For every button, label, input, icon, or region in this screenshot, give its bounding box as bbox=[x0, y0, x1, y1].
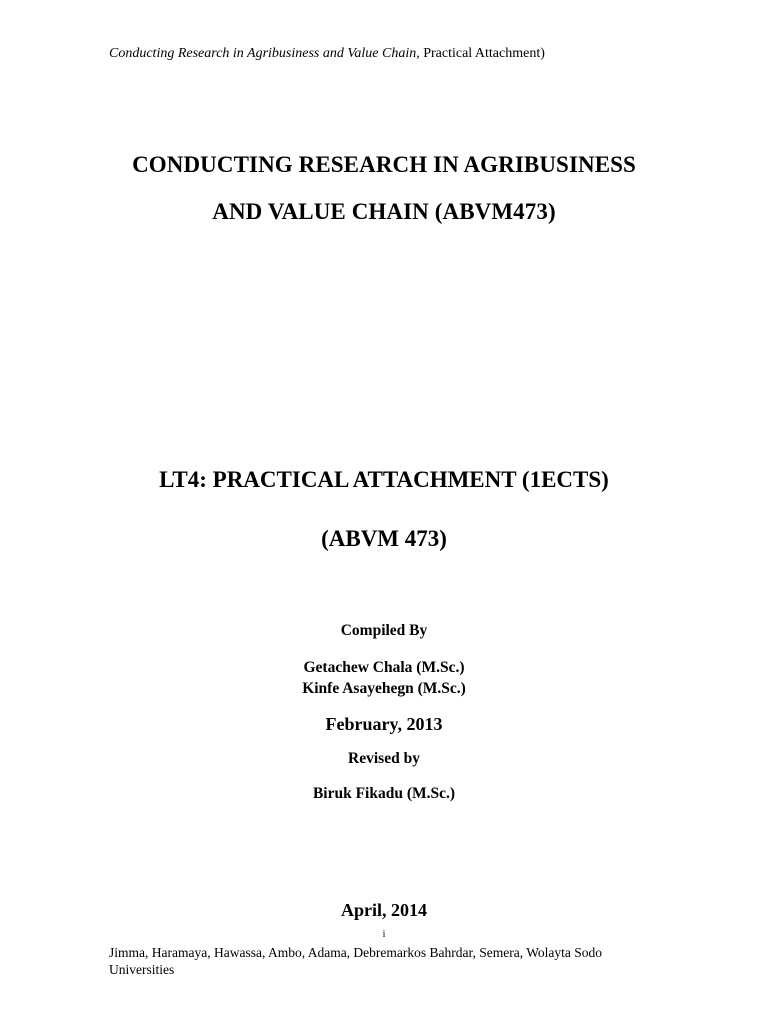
revised-by-label: Revised by bbox=[348, 750, 420, 767]
document-title-line2: AND VALUE CHAIN (ABVM473) bbox=[212, 199, 556, 224]
author-2: Kinfe Asayehegn (M.Sc.) bbox=[302, 680, 466, 697]
footer-universities: Jimma, Haramaya, Hawassa, Ambo, Adama, Debremarkos Bahrdar, Semera, Wolayta Sodo Universities bbox=[109, 945, 602, 977]
running-header bbox=[109, 46, 545, 62]
running-header-plain: , Practical Attachment) bbox=[416, 46, 545, 61]
course-subtitle-line2: (ABVM 473) bbox=[321, 526, 447, 551]
course-subtitle-line1: LT4: PRACTICAL ATTACHMENT (1ECTS) bbox=[159, 467, 609, 492]
compiled-date: February, 2013 bbox=[325, 714, 443, 734]
page-number: i bbox=[382, 929, 386, 940]
compiled-by-label: Compiled By bbox=[340, 622, 428, 639]
author-1: Getachew Chala (M.Sc.) bbox=[303, 659, 465, 676]
revised-date: April, 2014 bbox=[340, 900, 427, 920]
reviser-name: Biruk Fikadu (M.Sc.) bbox=[312, 785, 456, 802]
running-header-italic: Conducting Research in Agribusiness and Value Chain bbox=[109, 46, 417, 61]
document-title-line1: CONDUCTING RESEARCH IN AGRIBUSINESS bbox=[132, 152, 636, 177]
